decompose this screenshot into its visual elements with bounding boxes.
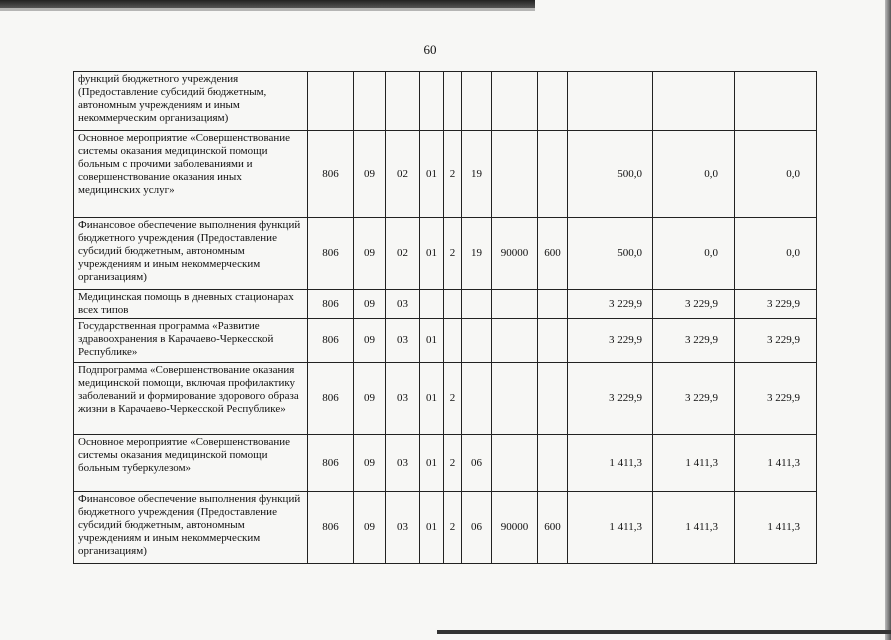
cell-grbs: 806 [308,218,354,290]
cell-subprogram: 2 [444,435,462,492]
cell-subsection: 03 [386,492,420,564]
cell-amount-3: 0,0 [735,131,817,218]
cell-amount-2: 1 411,3 [653,435,735,492]
cell-expense-type [538,319,568,363]
cell-subsection: 03 [386,290,420,319]
cell-grbs: 806 [308,319,354,363]
cell-subprogram: 2 [444,363,462,435]
cell-section: 09 [354,492,386,564]
cell-amount-2: 3 229,9 [653,363,735,435]
cell-subsection: 02 [386,131,420,218]
cell-amount-1: 500,0 [568,131,653,218]
cell-program: 01 [420,218,444,290]
cell-subprogram: 2 [444,218,462,290]
cell-direction [492,435,538,492]
cell-direction [492,290,538,319]
cell-amount-3: 0,0 [735,218,817,290]
cell-expense-type: 600 [538,492,568,564]
cell-subsection [386,72,420,131]
cell-amount-1: 3 229,9 [568,319,653,363]
cell-amount-1: 3 229,9 [568,363,653,435]
cell-section: 09 [354,131,386,218]
cell-main-activity [462,72,492,131]
cell-subsection: 02 [386,218,420,290]
row-name: Финансовое обеспечение выполнения функций бюджетного учреждения (Предоставление субсидий бюджетным, автономным учреждениям и иным некоммерческим организациям) [74,492,308,564]
cell-program: 01 [420,492,444,564]
scan-edge-bottom [437,630,891,634]
cell-program: 01 [420,435,444,492]
cell-amount-1 [568,72,653,131]
cell-amount-3: 1 411,3 [735,435,817,492]
cell-expense-type: 600 [538,218,568,290]
cell-subprogram [444,319,462,363]
cell-grbs: 806 [308,435,354,492]
row-name: Основное мероприятие «Совершенствование системы оказания медицинской помощи больным туберкулезом» [74,435,308,492]
cell-expense-type [538,72,568,131]
cell-amount-1: 500,0 [568,218,653,290]
cell-program: 01 [420,319,444,363]
scan-edge-top-shadow [0,8,535,11]
cell-section: 09 [354,319,386,363]
cell-amount-2: 3 229,9 [653,290,735,319]
cell-expense-type [538,435,568,492]
cell-main-activity: 06 [462,492,492,564]
cell-expense-type [538,131,568,218]
cell-amount-1: 1 411,3 [568,435,653,492]
table-row [74,72,817,131]
cell-expense-type [538,290,568,319]
cell-main-activity: 19 [462,131,492,218]
table-row [74,218,817,290]
table-row [74,290,817,319]
cell-amount-2: 3 229,9 [653,319,735,363]
cell-amount-2: 1 411,3 [653,492,735,564]
cell-amount-3: 3 229,9 [735,319,817,363]
cell-section: 09 [354,435,386,492]
scan-edge-right [885,0,891,640]
cell-amount-3: 1 411,3 [735,492,817,564]
table-row [74,435,817,492]
cell-subprogram: 2 [444,492,462,564]
cell-section [354,72,386,131]
cell-direction [492,319,538,363]
row-name: Основное мероприятие «Совершенствование системы оказания медицинской помощи больным с прочими заболеваниями и совершенствование оказания иных медицинских услуг» [74,131,308,218]
row-name: Финансовое обеспечение выполнения функций бюджетного учреждения (Предоставление субсидий бюджетным, автономным учреждениям и иным некоммерческим организациям) [74,218,308,290]
cell-amount-1: 1 411,3 [568,492,653,564]
cell-subprogram [444,290,462,319]
cell-subsection: 03 [386,319,420,363]
cell-program [420,290,444,319]
table-row [74,363,817,435]
cell-program: 01 [420,131,444,218]
row-name: Медицинская помощь в дневных стационарах всех типов [74,290,308,319]
cell-amount-3 [735,72,817,131]
page-number: 60 [423,42,437,57]
cell-subprogram [444,72,462,131]
cell-direction: 90000 [492,492,538,564]
table-row [74,492,817,564]
budget-table [73,71,817,564]
cell-subsection: 03 [386,435,420,492]
table-body [74,72,817,564]
cell-amount-2: 0,0 [653,218,735,290]
table-row [74,131,817,218]
cell-main-activity [462,319,492,363]
cell-grbs: 806 [308,492,354,564]
scan-edge-top [0,0,535,8]
row-name: Подпрограмма «Совершенствование оказания медицинской помощи, включая профилактику заболеваний и формирование здорового образа жизни в Карачаево-Черкесской Республике» [74,363,308,435]
cell-main-activity: 19 [462,218,492,290]
cell-direction: 90000 [492,218,538,290]
cell-direction [492,131,538,218]
cell-expense-type [538,363,568,435]
cell-grbs [308,72,354,131]
cell-main-activity: 06 [462,435,492,492]
cell-program [420,72,444,131]
cell-direction [492,72,538,131]
cell-subprogram: 2 [444,131,462,218]
cell-amount-2: 0,0 [653,131,735,218]
cell-grbs: 806 [308,290,354,319]
cell-main-activity [462,290,492,319]
cell-section: 09 [354,218,386,290]
cell-program: 01 [420,363,444,435]
cell-amount-2 [653,72,735,131]
cell-direction [492,363,538,435]
table-row [74,319,817,363]
cell-subsection: 03 [386,363,420,435]
cell-grbs: 806 [308,131,354,218]
cell-section: 09 [354,290,386,319]
cell-grbs: 806 [308,363,354,435]
cell-amount-3: 3 229,9 [735,363,817,435]
cell-amount-1: 3 229,9 [568,290,653,319]
cell-amount-3: 3 229,9 [735,290,817,319]
cell-section: 09 [354,363,386,435]
row-name: функций бюджетного учреждения (Предоставление субсидий бюджетным, автономным учреждениям и иным некоммерческим организациям) [74,72,308,131]
cell-main-activity [462,363,492,435]
row-name: Государственная программа «Развитие здравоохранения в Карачаево-Черкесской Республике» [74,319,308,363]
